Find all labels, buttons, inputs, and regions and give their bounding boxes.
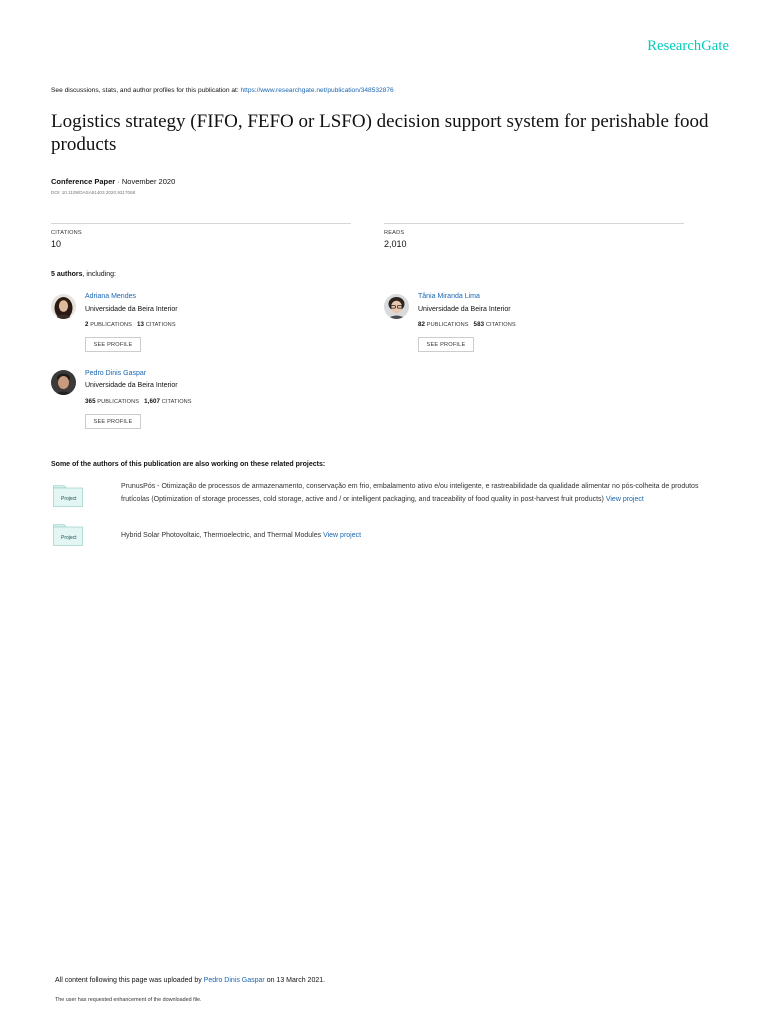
citations-divider [51, 223, 351, 224]
publication-url-link[interactable]: https://www.researchgate.net/publication/348532876 [240, 87, 394, 94]
discussion-prefix: See discussions, stats, and author profiles for this publication at: [51, 87, 241, 94]
author-institution: Universidade da Beira Interior [85, 382, 178, 389]
upload-line [55, 977, 325, 984]
citations-count: 1,607 [144, 398, 161, 405]
publications-label: PUBLICATIONS [90, 322, 133, 328]
view-project-link[interactable]: View project [605, 496, 644, 503]
reads-value: 2,010 [384, 239, 407, 249]
avatar-photo-icon [51, 370, 76, 395]
citations-label: CITATIONS [51, 230, 82, 236]
see-profile-button[interactable]: SEE PROFILE [418, 337, 474, 352]
publication-date: November 2020 [121, 177, 176, 186]
author-stats [85, 321, 176, 328]
citations-count: 13 [137, 321, 145, 328]
publications-count: 2 [85, 321, 89, 328]
project-description [121, 529, 721, 542]
project-description [121, 480, 721, 506]
citations-value: 10 [51, 239, 62, 249]
publications-count: 82 [418, 321, 426, 328]
publication-type: Conference Paper [51, 177, 116, 186]
avatar-photo-icon [51, 294, 76, 319]
publications-count: 365 [85, 398, 96, 405]
see-profile-button[interactable]: SEE PROFILE [85, 414, 141, 429]
publication-title: Logistics strategy (FIFO, FEFO or LSFO) decision support system for perishable food products [51, 111, 709, 155]
citations-count-label: CITATIONS [145, 322, 176, 328]
citations-count-label: CITATIONS [485, 322, 516, 328]
author-name-link[interactable]: Adriana Mendes [85, 293, 136, 300]
discussion-line [51, 87, 394, 94]
author-institution: Universidade da Beira Interior [85, 306, 178, 313]
researchgate-logo[interactable]: ResearchGate [647, 38, 729, 54]
author-stats [85, 398, 192, 405]
publications-label: PUBLICATIONS [426, 322, 469, 328]
citations-count: 583 [473, 321, 485, 328]
project-folder-label: Project [61, 496, 77, 502]
view-project-link[interactable]: View project [323, 532, 362, 539]
authors-heading [51, 271, 116, 278]
reads-divider [384, 223, 684, 224]
upload-prefix: All content following this page was uploaded by [55, 977, 204, 984]
author-stats [418, 321, 516, 328]
avatar-photo-icon [384, 294, 409, 319]
publications-label: PUBLICATIONS [97, 399, 140, 405]
avatar[interactable] [51, 294, 76, 319]
date-separator: · [115, 177, 122, 186]
citations-count-label: CITATIONS [161, 399, 192, 405]
reads-label: READS [384, 230, 405, 236]
upload-suffix: on 13 March 2021. [264, 977, 326, 984]
author-name-link[interactable]: Tânia Miranda Lima [418, 293, 480, 300]
project-folder-label: Project [61, 535, 77, 541]
publication-type-line [51, 177, 175, 186]
project-text: Hybrid Solar Photovoltaic, Thermoelectric, and Thermal Modules [121, 532, 322, 539]
avatar[interactable] [51, 370, 76, 395]
authors-suffix: , including: [82, 271, 116, 278]
enhancement-note: The user has requested enhancement of the downloaded file. [55, 997, 202, 1003]
authors-count: 5 authors [51, 271, 83, 278]
avatar[interactable] [384, 294, 409, 319]
project-text: PrunusPós - Otimização de processos de armazenamento, conservação em frio, embalamento ativo e/ou inteligente, e rastreabilidade da qualidade alimentar no pós-colheita de produtos frutícolas (Optimization of storage processes, cold storage, active and / or intelligent packaging, and traceability of food quality in post-harvest fruit products) [121, 483, 699, 503]
author-name-link[interactable]: Pedro Dinis Gaspar [85, 370, 147, 377]
publication-doi: DOI: 10.1109/DASA51403.2020.9317068 [51, 190, 136, 195]
uploader-link[interactable]: Pedro Dinis Gaspar [203, 977, 265, 984]
see-profile-button[interactable]: SEE PROFILE [85, 337, 141, 352]
author-institution: Universidade da Beira Interior [418, 306, 511, 313]
related-projects-heading: Some of the authors of this publication are also working on these related projects: [51, 461, 326, 468]
